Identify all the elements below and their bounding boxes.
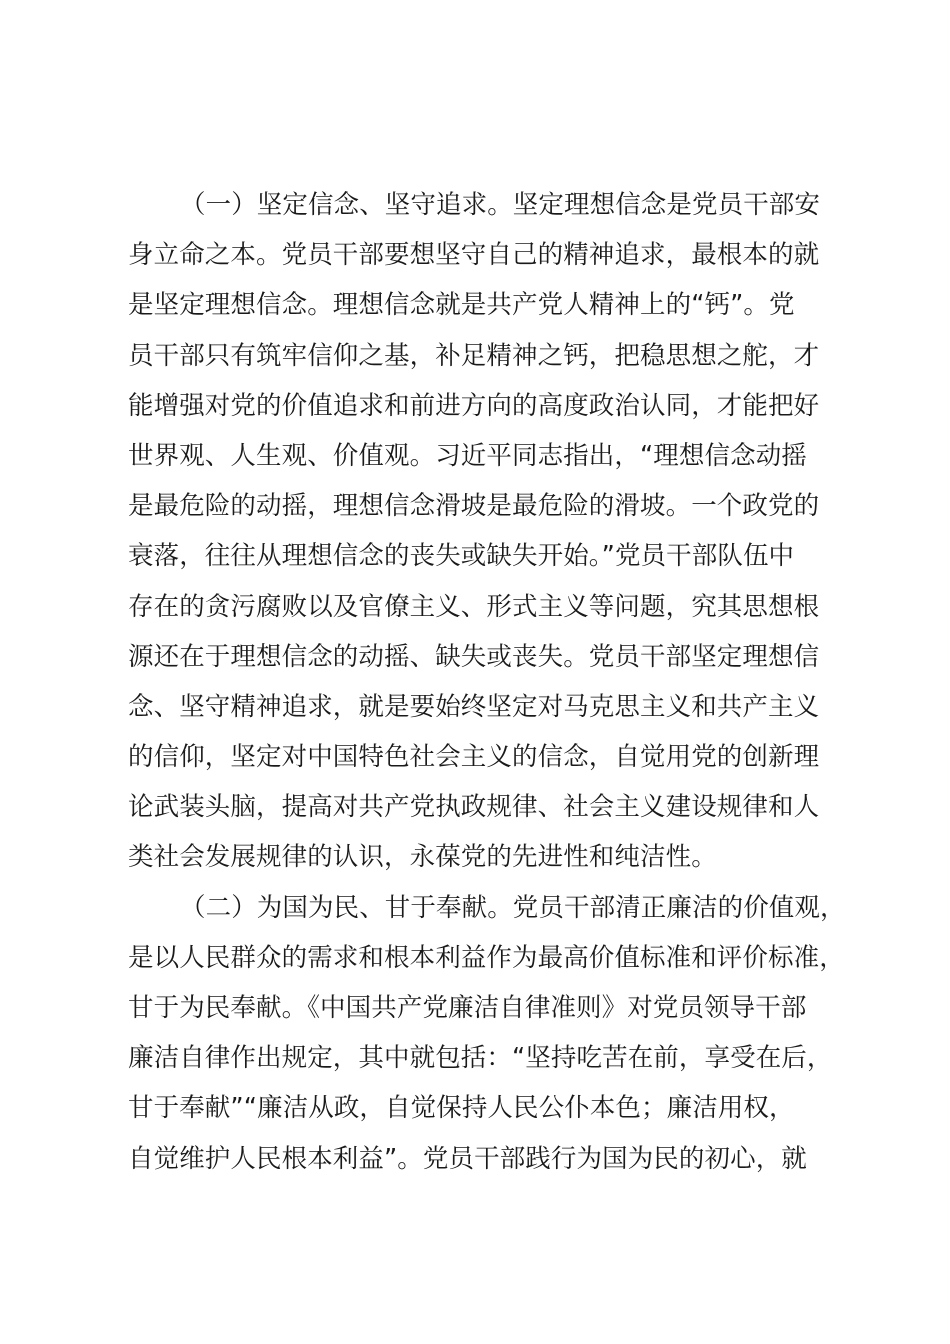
paragraph-1-line-8: 衰落，往往从理想信念的丧失或缺失开始。”党员干部队伍中 xyxy=(128,541,795,572)
paragraph-2-line-3: 甘于为民奉献。《中国共产党廉洁自律准则》对党员领导干部 xyxy=(128,993,807,1023)
paragraph-1-line-14: 类社会发展规律的认识，永葆党的先进性和纯洁性。 xyxy=(128,842,717,873)
paragraph-1-line-1: （一）坚定信念、坚守追求。坚定理想信念是党员干部安 xyxy=(180,190,821,220)
paragraph-1-line-9: 存在的贪污腐败以及官僚主义、形式主义等问题，究其思想根 xyxy=(128,591,820,622)
paragraph-2-line-5: 甘于奉献”“廉洁从政，自觉保持人民公仆本色；廉洁用权， xyxy=(128,1093,795,1124)
paragraph-1-line-4: 员干部只有筑牢信仰之基，补足精神之钙，把稳思想之舵，才 xyxy=(128,340,820,371)
paragraph-2-line-6: 自觉维护人民根本利益”。党员干部践行为国为民的初心，就 xyxy=(128,1143,807,1174)
paragraph-1-line-12: 的信仰，坚定对中国特色社会主义的信念，自觉用党的创新理 xyxy=(128,742,820,773)
paragraph-1-line-2: 身立命之本。党员干部要想坚守自己的精神追求，最根本的就 xyxy=(128,240,820,271)
paragraph-1-line-13: 论武装头脑，提高对共产党执政规律、社会主义建设规律和人 xyxy=(128,792,820,823)
paragraph-1-line-7: 是最危险的动摇，理想信念滑坡是最危险的滑坡。一个政党的 xyxy=(128,491,820,522)
paragraph-1-line-6: 世界观、人生观、价值观。习近平同志指出，“理想信念动摇 xyxy=(128,440,807,471)
paragraph-2-line-2: 是以人民群众的需求和根本利益作为最高价值标准和评价标准， xyxy=(128,942,845,973)
paragraph-2-line-4: 廉洁自律作出规定，其中就包括：“坚持吃苦在前，享受在后， xyxy=(128,1043,833,1074)
paragraph-1-line-10: 源还在于理想信念的动摇、缺失或丧失。党员干部坚定理想信 xyxy=(128,641,820,672)
paragraph-1-line-3: 是坚定理想信念。理想信念就是共产党人精神上的“钙”。党 xyxy=(128,290,795,321)
paragraph-1-line-11: 念、坚守精神追求，就是要始终坚定对马克思主义和共产主义 xyxy=(128,691,820,722)
paragraph-2-line-1: （二）为国为民、甘于奉献。党员干部清正廉洁的价值观， xyxy=(180,892,846,923)
paragraph-1-line-5: 能增强对党的价值追求和前进方向的高度政治认同，才能把好 xyxy=(128,390,820,421)
body-text xyxy=(128,180,846,1184)
